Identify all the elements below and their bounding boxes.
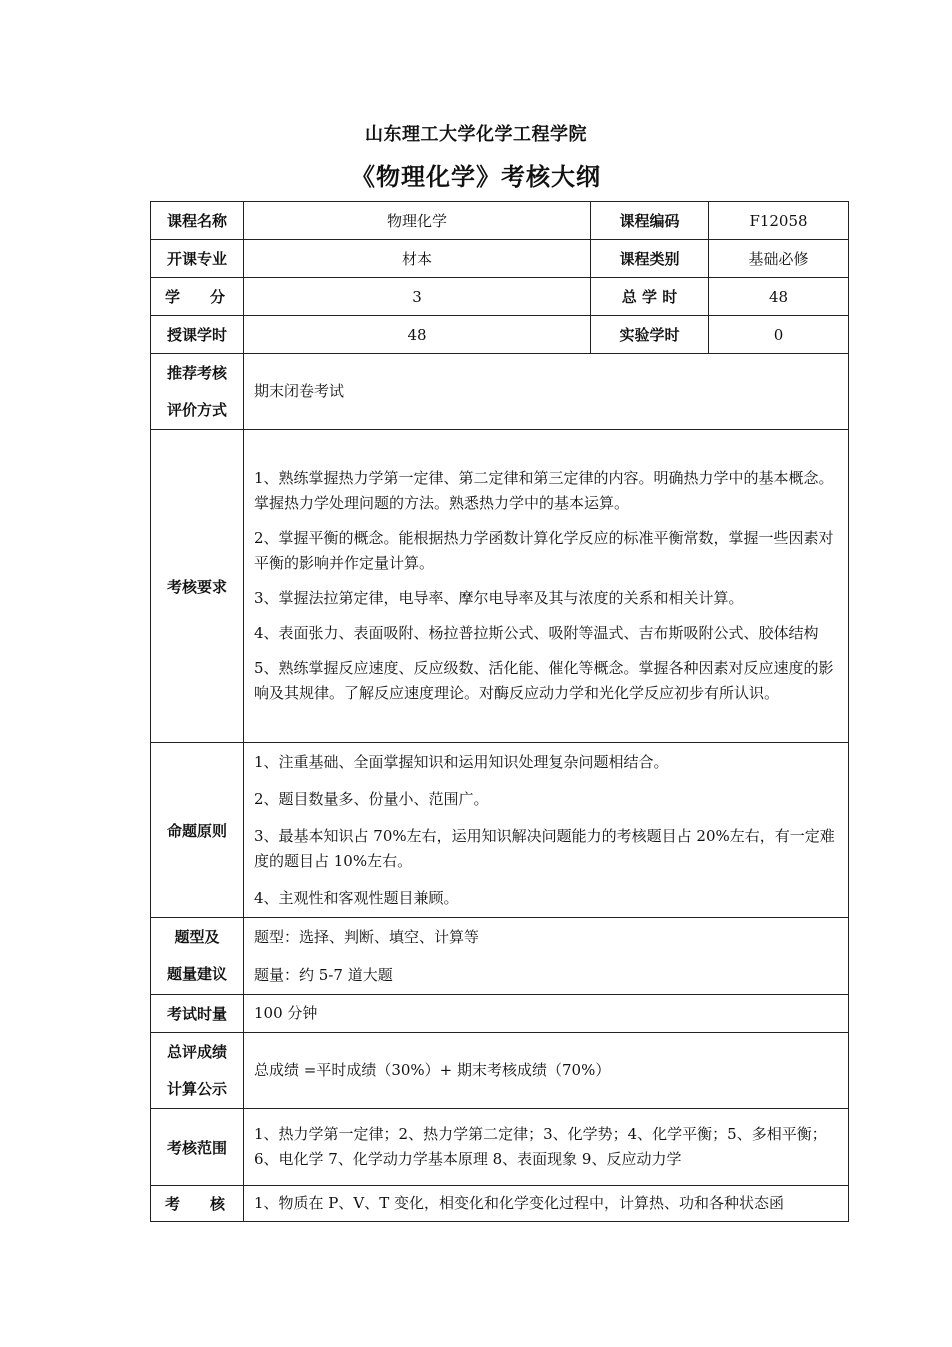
question-types-line-1: 题型：选择、判断、填空、计算等 — [254, 928, 480, 946]
teaching-hours-label: 授课学时 — [151, 316, 244, 354]
assessment-method-label — [151, 354, 244, 430]
major-label: 开课专业 — [151, 240, 244, 278]
grading-label-2: 计算公示 — [166, 1079, 227, 1098]
lab-hours-label: 实验学时 — [591, 316, 709, 354]
requirement-item-4: 4、表面张力、表面吸附、杨拉普拉斯公式、吸附等温式、吉布斯吸附公式、胶体结构 — [254, 624, 819, 642]
principle-item-3: 3、最基本知识占 70%左右，运用知识解决问题能力的考核题目占 20%左右，有一定难度的题目占 10%左右。 — [254, 826, 835, 870]
principle-item-4: 4、主观性和客观性题目兼顾。 — [254, 888, 459, 907]
credit-value: 3 — [244, 278, 591, 316]
row-principles — [151, 743, 849, 918]
course-name-label: 课程名称 — [151, 202, 244, 240]
total-hours-value: 48 — [709, 278, 849, 316]
question-types-label — [151, 918, 244, 995]
requirement-item-3: 3、掌握法拉第定律，电导率、摩尔电导率及其与浓度的关系和相关计算。 — [254, 589, 744, 607]
credit-label — [151, 278, 244, 316]
row-points — [151, 1186, 849, 1222]
row-assessment-method — [151, 354, 849, 430]
points-label — [151, 1186, 244, 1222]
course-code-label: 课程编码 — [591, 202, 709, 240]
row-teaching-hours — [151, 316, 849, 354]
total-hours-label: 总 学 时 — [591, 278, 709, 316]
assessment-method-label-1: 推荐考核 — [166, 363, 227, 382]
requirements-label: 考核要求 — [151, 430, 244, 743]
requirement-item-2: 2、掌握平衡的概念。能根据热力学函数计算化学反应的标准平衡常数，掌握一些因素对平衡的影响并作定量计算。 — [254, 529, 834, 572]
grading-value: 总成绩 =平时成绩（30%）+ 期末考核成绩（70%） — [244, 1033, 849, 1109]
principle-item-2: 2、题目数量多、份量小、范围广。 — [254, 789, 489, 808]
requirements-content — [244, 430, 849, 743]
school-name: 山东理工大学化学工程学院 — [365, 124, 587, 145]
row-question-types — [151, 918, 849, 995]
points-value: 1、物质在 P、V、T 变化，相变化和化学变化过程中，计算热、功和各种状态函 — [244, 1186, 849, 1222]
category-label: 课程类别 — [591, 240, 709, 278]
exam-time-value: 100 分钟 — [244, 995, 849, 1033]
row-credit — [151, 278, 849, 316]
assessment-method-value: 期末闭卷考试 — [244, 354, 849, 430]
scope-value: 1、热力学第一定律；2、热力学第二定律；3、化学势；4、化学平衡；5、多相平衡；6、电化学 7、化学动力学基本原理 8、表面现象 9、反应动力学 — [244, 1109, 849, 1186]
lab-hours-value: 0 — [709, 316, 849, 354]
question-types-label-2: 题量建议 — [166, 965, 227, 983]
question-types-line-2: 题量：约 5-7 道大题 — [254, 966, 393, 984]
credit-label-part-1: 学 — [165, 288, 181, 306]
syllabus-table — [150, 201, 849, 1222]
row-requirements — [151, 430, 849, 743]
grading-label-1: 总评成绩 — [166, 1042, 227, 1061]
points-label-part-1: 考 — [165, 1195, 181, 1213]
principle-item-1: 1、注重基础、全面掌握知识和运用知识处理复杂问题相结合。 — [254, 752, 669, 771]
row-grading — [151, 1033, 849, 1109]
teaching-hours-value: 48 — [244, 316, 591, 354]
grading-label — [151, 1033, 244, 1109]
points-label-part-2: 核 — [209, 1195, 225, 1213]
course-code-value: F12058 — [709, 202, 849, 240]
row-major — [151, 240, 849, 278]
scope-label: 考核范围 — [151, 1109, 244, 1186]
requirement-item-1: 1、熟练掌握热力学第一定律、第二定律和第三定律的内容。明确热力学中的基本概念。掌握热力学处理问题的方法。熟悉热力学中的基本运算。 — [254, 469, 834, 512]
course-name-value: 物理化学 — [244, 202, 591, 240]
row-scope — [151, 1109, 849, 1186]
assessment-method-label-2: 评价方式 — [166, 400, 227, 419]
row-exam-time — [151, 995, 849, 1033]
major-value: 材本 — [244, 240, 591, 278]
question-types-content — [244, 918, 849, 995]
requirement-item-5: 5、熟练掌握反应速度、反应级数、活化能、催化等概念。掌握各种因素对反应速度的影响及其规律。了解反应速度理论。对酶反应动力学和光化学反应初步有所认识。 — [254, 659, 834, 702]
category-value: 基础必修 — [709, 240, 849, 278]
row-course-name — [151, 202, 849, 240]
principles-content — [244, 743, 849, 918]
question-types-label-1: 题型及 — [174, 928, 220, 946]
credit-label-part-2: 分 — [209, 288, 225, 306]
document-title: 《物理化学》考核大纲 — [351, 163, 601, 191]
exam-time-label: 考试时量 — [151, 995, 244, 1033]
principles-label: 命题原则 — [151, 743, 244, 918]
